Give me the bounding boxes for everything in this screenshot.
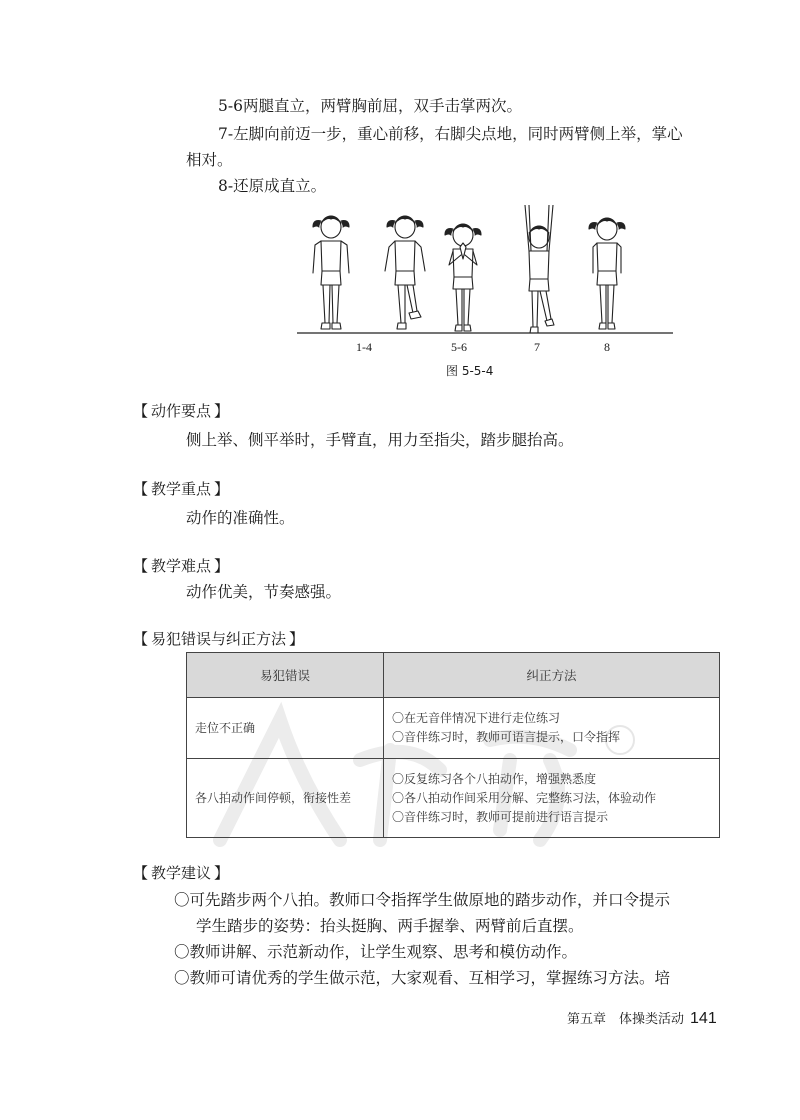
figure-arms-up bbox=[525, 205, 554, 333]
suggestion-item: 〇教师可请优秀的学生做示范，大家观看、互相学习，掌握练习方法。培 bbox=[174, 969, 671, 987]
suggestion-item-continued: 学生踏步的姿势：抬头挺胸、两手握拳、两臂前后直摆。 bbox=[196, 917, 584, 935]
header-correction: 纠正方法 bbox=[384, 653, 720, 698]
section-title-key-points: 【 动作要点 】 bbox=[133, 402, 230, 420]
correction-item: 〇反复练习各个八拍动作，增强熟悉度 bbox=[392, 771, 597, 786]
page-footer bbox=[567, 1008, 717, 1028]
section-title-teaching-focus: 【 教学重点 】 bbox=[133, 480, 230, 498]
figure-clap bbox=[445, 224, 481, 331]
figure-caption: 图 5-5-4 bbox=[446, 364, 494, 378]
correction-item: 〇音伴练习时，教师可语言提示，口令指挥 bbox=[392, 730, 621, 744]
correction-item: 〇音伴练习时，教师可提前进行语言提示 bbox=[392, 809, 609, 824]
figure-label-7: 7 bbox=[534, 340, 540, 354]
figure-stand-2 bbox=[589, 218, 625, 329]
section-title-errors: 【 易犯错误与纠正方法 】 bbox=[133, 630, 305, 648]
correction-cell bbox=[384, 698, 720, 759]
figure-label-1-4: 1-4 bbox=[356, 340, 372, 354]
suggestion-item: 〇可先踏步两个八拍。教师口令指挥学生做原地的踏步动作，并口令提示 bbox=[174, 891, 671, 909]
error-cell: 各八拍动作间停顿，衔接性差 bbox=[187, 759, 384, 838]
section-title-teaching-difficulty: 【 教学难点 】 bbox=[133, 557, 230, 575]
figure-label-8: 8 bbox=[604, 340, 610, 354]
header-error: 易犯错误 bbox=[187, 653, 384, 698]
key-points-text: 侧上举、侧平举时，手臂直，用力至指尖，踏步腿抬高。 bbox=[186, 431, 574, 449]
movement-figure-illustration bbox=[295, 205, 675, 365]
table-row bbox=[187, 759, 720, 838]
step-7: 7-左脚向前迈一步，重心前移，右脚尖点地，同时两臂侧上举，掌心 bbox=[218, 125, 683, 143]
teaching-difficulty-text: 动作优美，节奏感强。 bbox=[186, 583, 342, 601]
correction-item: 〇各八拍动作间采用分解、完整练习法，体验动作 bbox=[392, 790, 657, 805]
step-5-6: 5-6两腿直立，两臂胸前屈，双手击掌两次。 bbox=[218, 97, 522, 115]
figure-step bbox=[385, 216, 425, 329]
chapter-title: 第五章 体操类活动 bbox=[567, 1012, 685, 1027]
suggestion-item: 〇教师讲解、示范新动作，让学生观察、思考和模仿动作。 bbox=[174, 943, 578, 961]
error-cell: 走位不正确 bbox=[187, 698, 384, 759]
section-title-suggestions: 【 教学建议 】 bbox=[133, 864, 230, 882]
correction-item: 〇在无音伴情况下进行走位练习 bbox=[392, 711, 561, 725]
page-number: 141 bbox=[690, 1010, 717, 1027]
correction-cell bbox=[384, 759, 720, 838]
teaching-focus-text: 动作的准确性。 bbox=[186, 509, 295, 527]
table-row bbox=[187, 698, 720, 759]
step-7-continued: 相对。 bbox=[186, 151, 233, 169]
step-8: 8-还原成直立。 bbox=[218, 177, 327, 195]
figure-label-5-6: 5-6 bbox=[451, 340, 467, 354]
errors-table bbox=[186, 652, 720, 838]
figure-stand-1 bbox=[313, 216, 349, 329]
